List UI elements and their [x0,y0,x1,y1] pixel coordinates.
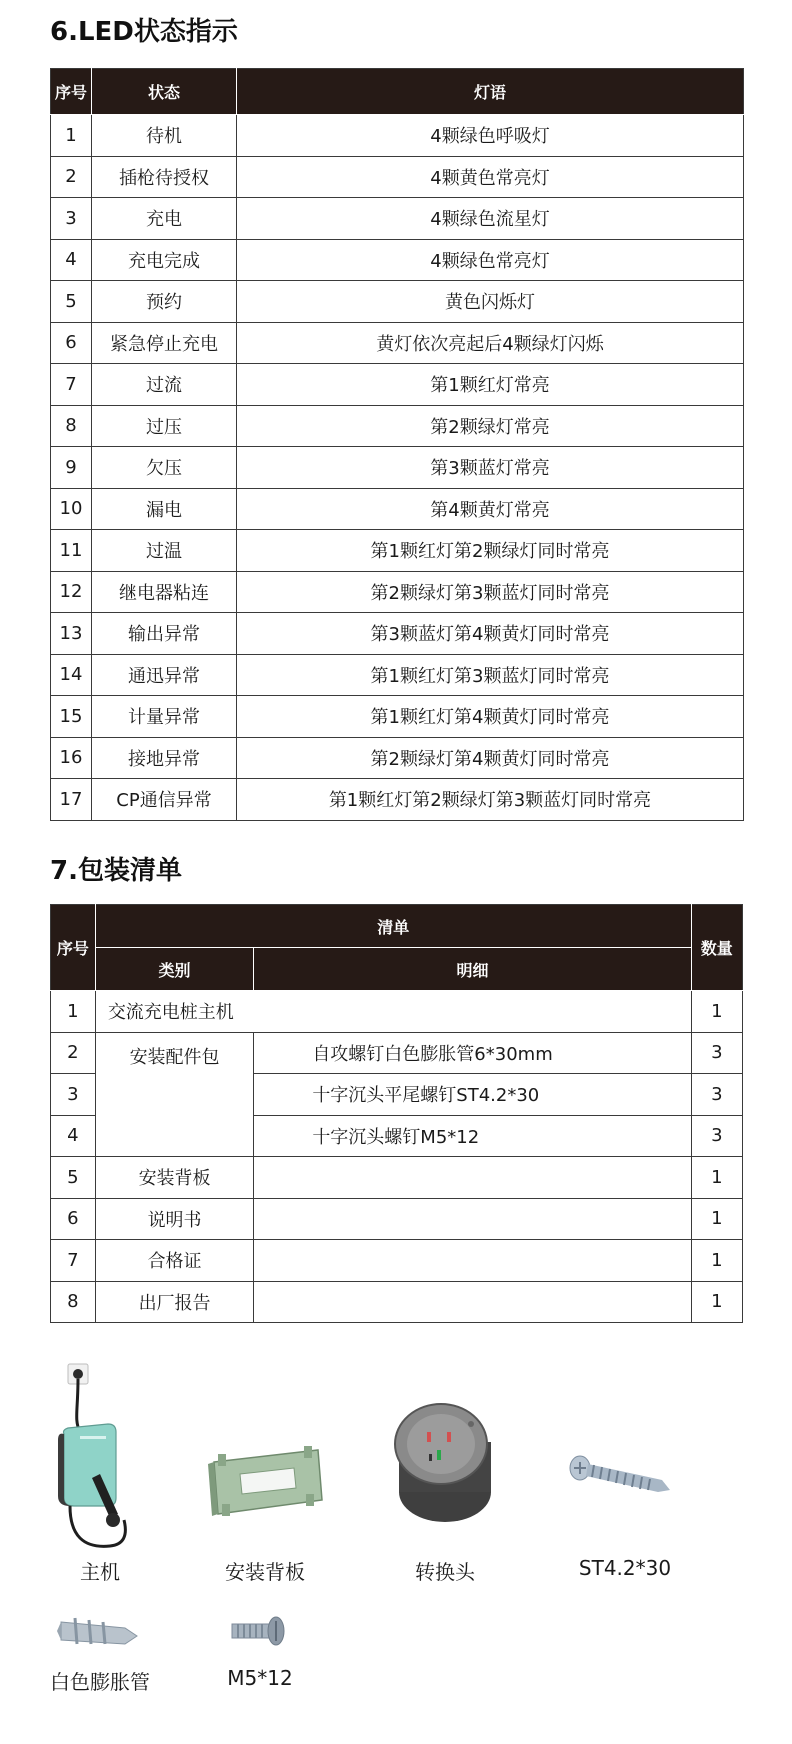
row-no: 3 [51,1074,96,1116]
row-no: 2 [51,1032,96,1074]
row-category: 合格证 [95,1240,254,1282]
col-header-light: 灯语 [237,69,744,115]
row-detail [254,1281,691,1323]
table-row [51,779,744,821]
row-category: 安装配件包 [95,1032,254,1157]
row-detail: 自攻螺钉白色膨胀管6*30mm [254,1032,691,1074]
table-row [51,613,744,655]
col-header-no: 序号 [51,69,92,115]
row-no: 7 [51,1240,96,1282]
row-status: 接地异常 [92,737,237,779]
row-no: 13 [51,613,92,655]
row-no: 1 [51,991,96,1033]
row-light: 4颗绿色常亮灯 [237,239,744,281]
row-status: 充电完成 [92,239,237,281]
row-status: 漏电 [92,488,237,530]
table-row [51,322,744,364]
row-no: 4 [51,1115,96,1157]
table-row [51,281,744,323]
row-no: 9 [51,447,92,489]
product-mounting-plate [200,1360,330,1610]
led-status-table [50,68,744,821]
row-detail: 十字沉头螺钉M5*12 [254,1115,691,1157]
row-detail [254,1157,691,1199]
row-no: 16 [51,737,92,779]
col-header-no: 序号 [51,905,96,991]
row-no: 14 [51,654,92,696]
row-detail [254,1198,691,1240]
row-light: 4颗绿色呼吸灯 [237,115,744,157]
row-no: 5 [51,1157,96,1199]
product-machine-screw [200,1608,320,1738]
row-status: 继电器粘连 [92,571,237,613]
row-qty: 3 [691,1074,742,1116]
row-qty: 3 [691,1032,742,1074]
row-light: 第4颗黄灯常亮 [237,488,744,530]
row-qty: 1 [691,1198,742,1240]
row-detail [254,1240,691,1282]
row-status: 欠压 [92,447,237,489]
tapping-screw-icon [566,1450,676,1510]
row-light: 第3颗蓝灯常亮 [237,447,744,489]
product-gallery [0,1360,792,1744]
row-no: 10 [51,488,92,530]
row-light: 4颗黄色常亮灯 [237,156,744,198]
product-main-unit [40,1360,160,1610]
row-category: 出厂报告 [95,1281,254,1323]
row-light: 黄灯依次亮起后4颗绿灯闪烁 [237,322,744,364]
row-status: 预约 [92,281,237,323]
table-row [51,156,744,198]
table-row [51,696,744,738]
expansion-tube-icon [55,1608,145,1658]
row-no: 15 [51,696,92,738]
row-qty: 1 [691,1281,742,1323]
col-header-status: 状态 [92,69,237,115]
row-light: 第2颗绿灯第4颗黄灯同时常亮 [237,737,744,779]
row-light: 第2颗绿灯常亮 [237,405,744,447]
product-adapter [380,1360,510,1610]
table-row [51,991,743,1033]
row-light: 第1颗红灯第4颗黄灯同时常亮 [237,696,744,738]
row-status: 计量异常 [92,696,237,738]
row-no: 17 [51,779,92,821]
packing-list-table [50,904,743,1323]
row-no: 6 [51,1198,96,1240]
table-row [51,488,744,530]
row-status: CP通信异常 [92,779,237,821]
product-caption: 转换头 [415,1560,475,1584]
table-row [51,1281,743,1323]
product-caption: 白色膨胀管 [50,1670,150,1694]
table-row [51,198,744,240]
row-no: 3 [51,198,92,240]
row-no: 8 [51,405,92,447]
row-light: 4颗绿色流星灯 [237,198,744,240]
row-category: 交流充电桩主机 [95,991,691,1033]
row-status: 过压 [92,405,237,447]
table-row [51,447,744,489]
row-no: 5 [51,281,92,323]
row-no: 1 [51,115,92,157]
table-row [51,571,744,613]
row-status: 过温 [92,530,237,572]
col-header-qty: 数量 [691,905,742,991]
table-row [51,364,744,406]
row-no: 7 [51,364,92,406]
row-status: 充电 [92,198,237,240]
machine-screw-icon [226,1608,296,1658]
row-no: 4 [51,239,92,281]
col-header-category: 类别 [95,948,254,991]
row-status: 待机 [92,115,237,157]
row-status: 通迅异常 [92,654,237,696]
row-no: 11 [51,530,92,572]
row-no: 8 [51,1281,96,1323]
mounting-plate-icon [200,1440,330,1530]
product-caption: 安装背板 [225,1560,305,1584]
row-light: 第1颗红灯第2颗绿灯同时常亮 [237,530,744,572]
table-row [51,654,744,696]
packing-header-row-1 [51,905,743,948]
col-header-detail: 明细 [254,948,691,991]
led-section-title: 6.LED状态指示 [50,17,238,47]
product-caption: 主机 [80,1560,120,1584]
packing-header-row-2 [51,948,743,991]
product-caption: M5*12 [227,1666,293,1690]
product-caption: ST4.2*30 [578,1556,672,1580]
row-category: 安装背板 [95,1157,254,1199]
row-light: 第1颗红灯常亮 [237,364,744,406]
table-row [51,239,744,281]
row-qty: 1 [691,1240,742,1282]
row-light: 第1颗红灯第2颗绿灯第3颗蓝灯同时常亮 [237,779,744,821]
table-row [51,1032,743,1074]
table-row [51,1157,743,1199]
table-row [51,1198,743,1240]
table-row [51,737,744,779]
row-status: 插枪待授权 [92,156,237,198]
row-category: 说明书 [95,1198,254,1240]
row-light: 第3颗蓝灯第4颗黄灯同时常亮 [237,613,744,655]
row-qty: 3 [691,1115,742,1157]
row-status: 输出异常 [92,613,237,655]
row-status: 过流 [92,364,237,406]
led-header-row [51,69,744,115]
packing-section-title: 7.包装清单 [50,856,182,886]
row-no: 6 [51,322,92,364]
product-expansion-tube [40,1608,160,1738]
table-row [51,1240,743,1282]
row-no: 2 [51,156,92,198]
row-status: 紧急停止充电 [92,322,237,364]
table-row [51,115,744,157]
row-no: 12 [51,571,92,613]
row-light: 第2颗绿灯第3颗蓝灯同时常亮 [237,571,744,613]
charger-main-unit-icon [40,1360,160,1560]
adapter-plug-icon [385,1402,505,1532]
table-row [51,530,744,572]
row-light: 黄色闪烁灯 [237,281,744,323]
table-row [51,405,744,447]
col-header-list: 清单 [95,905,691,948]
row-detail: 十字沉头平尾螺钉ST4.2*30 [254,1074,691,1116]
row-qty: 1 [691,1157,742,1199]
row-qty: 1 [691,991,742,1033]
product-tapping-screw [560,1360,690,1610]
row-light: 第1颗红灯第3颗蓝灯同时常亮 [237,654,744,696]
